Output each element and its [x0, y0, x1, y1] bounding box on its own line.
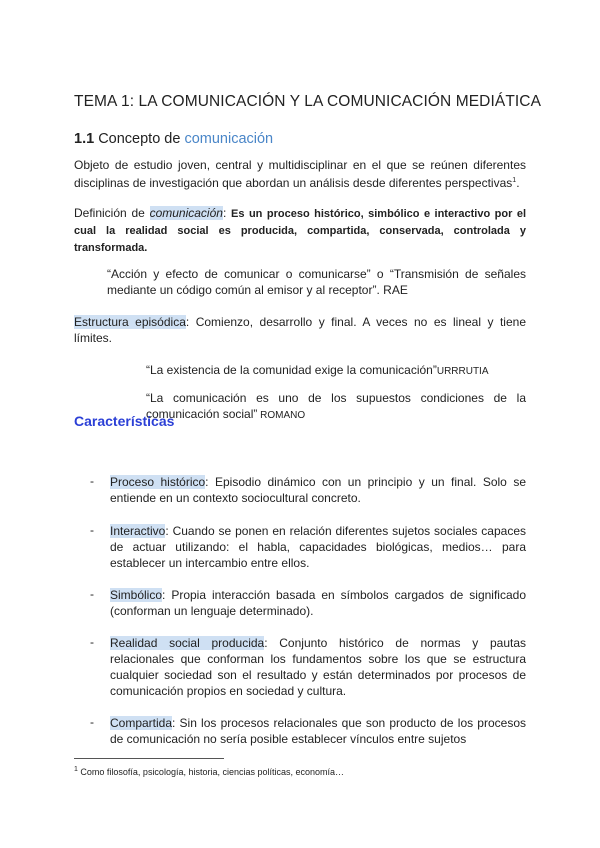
characteristic-text: : Conjunto histórico de normas y pautas relacionales que conforman los fundamentos sobre los que se estructura cualquier sociedad son el resultado y están determinados por procesos de comunicación propios en sociedad y cultura. [110, 636, 526, 698]
quote-urrrutia-author: URRRUTIA [436, 366, 489, 377]
definition-paragraph [74, 205, 526, 256]
section-accent-word: comunicación [184, 131, 274, 147]
characteristic-term: Interactivo [110, 524, 166, 538]
list-dash: - [90, 587, 94, 601]
intro-text: Objeto de estudio joven, central y multidisciplinar en el que se reúnen diferentes disciplinas de investigación que abordan un análisis desde diferentes perspectivas [74, 158, 526, 190]
quote-romano [146, 390, 526, 424]
definition-text: Es un proceso histórico, simbólico e interactivo por el cual la realidad social es producida, compartida, conservada, controlada y transformada. [74, 208, 527, 254]
characteristic-text: : Cuando se ponen en relación diferentes sujetos sociales capaces de actuar utilizando: el habla, capacidades biológicas, medios… para establecer un intercambio entre ellos. [110, 524, 526, 570]
quote-rae [107, 266, 526, 298]
structure-text: : Comienzo, desarrollo y final. A veces no es lineal y tiene límites. [74, 315, 526, 345]
characteristic-text: : Sin los procesos relacionales que son producto de los procesos de comunicación no sería posible establecer vínculos entre sujetos [110, 716, 526, 746]
characteristic-item-compartida [110, 715, 526, 747]
intro-end: . [516, 176, 520, 190]
characteristic-item-proceso-historico [110, 474, 526, 506]
page-title: TEMA 1: LA COMUNICACIÓN Y LA COMUNICACIÓN MEDIÁTICA [74, 93, 542, 110]
definition-colon: : [222, 206, 232, 220]
characteristic-term: Realidad social producida [110, 636, 265, 650]
quote-urrrutia [146, 362, 526, 380]
structure-term: Estructura episódica [74, 315, 186, 329]
quote-rae-text: “Acción y efecto de comunicar o comunicarse” o “Transmisión de señales mediante un código común al emisor y al receptor”. [107, 267, 526, 297]
list-dash: - [90, 715, 94, 729]
characteristic-item-simbolico [110, 587, 526, 619]
definition-term: comunicación [149, 206, 223, 220]
list-dash: - [90, 635, 94, 649]
footnote-separator [74, 758, 224, 759]
footnote-number: 1 [74, 766, 78, 773]
characteristic-item-realidad-social [110, 635, 526, 699]
characteristics-heading: Características [74, 413, 175, 429]
footnote [74, 766, 344, 777]
section-label: Concepto de [98, 131, 181, 147]
characteristic-term: Compartida [110, 716, 173, 730]
footnote-ref[interactable]: 1 [512, 177, 517, 184]
intro-paragraph [74, 157, 526, 191]
characteristic-item-interactivo [110, 523, 526, 571]
structure-paragraph [74, 314, 526, 346]
quote-romano-author: ROMANO [257, 410, 306, 421]
quote-rae-author: RAE [379, 283, 408, 297]
section-heading [74, 131, 273, 147]
characteristic-term: Simbólico [110, 588, 163, 602]
section-number: 1.1 [74, 131, 95, 147]
definition-prefix: Definición de [74, 206, 150, 220]
quote-romano-text: “La comunicación es uno de los supuestos condiciones de la comunicación social” [146, 391, 526, 421]
list-dash: - [90, 474, 94, 488]
characteristic-term: Proceso histórico [110, 475, 206, 489]
quote-urrrutia-text: “La existencia de la comunidad exige la comunicación” [146, 363, 437, 377]
footnote-text: Como filosofía, psicología, historia, ciencias políticas, economía… [77, 767, 345, 777]
characteristic-text: : Episodio dinámico con un principio y un final. Solo se entiende en un contexto sociocultural concreto. [110, 475, 526, 505]
characteristic-text: : Propia interacción basada en símbolos cargados de significado (conforman un lenguaje determinado). [110, 588, 526, 618]
list-dash: - [90, 523, 94, 537]
